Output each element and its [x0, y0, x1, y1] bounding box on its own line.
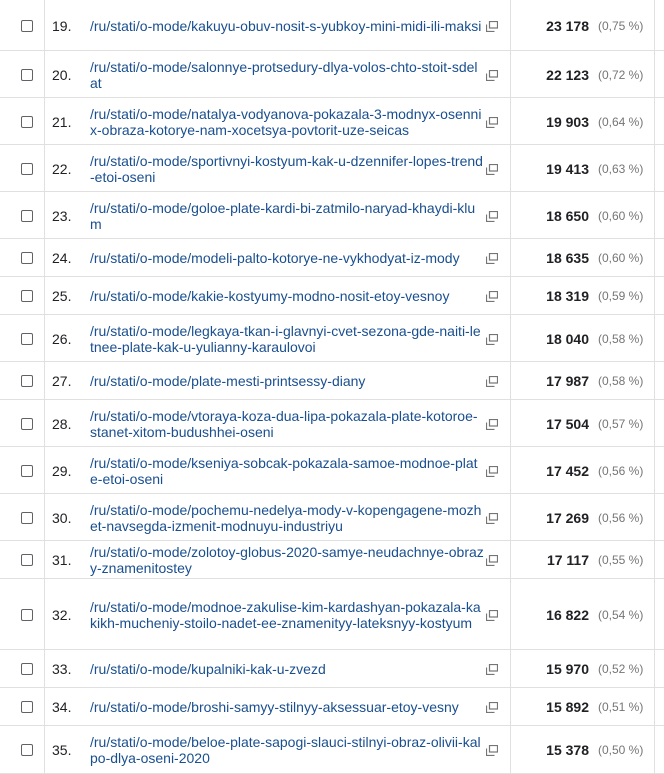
page-url-link[interactable]: /ru/stati/o-mode/plate-mesti-printsessy-diany	[90, 373, 366, 389]
page-url-link[interactable]: /ru/stati/o-mode/kseniya-sobcak-pokazala-samoe-modnoe-plate-etoi-oseni	[90, 455, 478, 487]
open-in-new-window-icon[interactable]	[486, 419, 498, 430]
row-checkbox[interactable]	[21, 744, 33, 756]
pageviews-value: 22 123	[546, 67, 589, 83]
row-checkbox[interactable]	[21, 554, 33, 566]
open-in-new-window-icon[interactable]	[486, 376, 498, 387]
page-url-link[interactable]: /ru/stati/o-mode/salonnye-protsedury-dlya-volos-chto-stoit-sdelat	[90, 59, 478, 91]
row-checkbox[interactable]	[21, 512, 33, 524]
open-in-new-window-icon[interactable]	[486, 555, 498, 566]
table-row	[0, 579, 664, 650]
row-number: 35.	[52, 742, 72, 758]
row-checkbox[interactable]	[21, 333, 33, 345]
open-in-new-window-icon[interactable]	[486, 466, 498, 477]
page-url-link[interactable]: /ru/stati/o-mode/modnoe-zakulise-kim-kardashyan-pokazala-kakikh-mucheniy-stoilo-nadet-ee-znamenityy-lateksnyy-kostyum	[90, 599, 481, 631]
table-row	[0, 650, 664, 688]
pageviews-value: 23 178	[546, 18, 589, 34]
row-number: 22.	[52, 161, 72, 177]
pageviews-percent: (0,75 %)	[598, 19, 644, 33]
open-in-new-window-icon[interactable]	[486, 334, 498, 345]
table-row	[0, 726, 664, 774]
pageviews-value: 18 319	[546, 288, 589, 304]
row-number: 25.	[52, 288, 72, 304]
page-url-link[interactable]: /ru/stati/o-mode/natalya-vodyanova-pokazala-3-modnyx-osennix-obraza-kotorye-nam-xocetsya-povtorit-uze-seicas	[90, 106, 482, 138]
pageviews-percent: (0,63 %)	[598, 162, 644, 176]
pageviews-percent: (0,59 %)	[598, 289, 644, 303]
row-checkbox[interactable]	[21, 609, 33, 621]
open-in-new-window-icon[interactable]	[486, 117, 498, 128]
table-row	[0, 277, 664, 315]
pageviews-percent: (0,55 %)	[598, 553, 644, 567]
open-in-new-window-icon[interactable]	[486, 211, 498, 222]
page-url-link[interactable]: /ru/stati/o-mode/broshi-samyy-stilnyy-aksessuar-etoy-vesny	[90, 699, 459, 715]
pageviews-percent: (0,54 %)	[598, 608, 644, 622]
row-checkbox[interactable]	[21, 252, 33, 264]
row-checkbox[interactable]	[21, 116, 33, 128]
table-row	[0, 51, 664, 98]
table-row	[0, 315, 664, 362]
page-url-link[interactable]: /ru/stati/o-mode/sportivnyi-kostyum-kak-u-dzennifer-lopes-trend-etoi-oseni	[90, 153, 483, 185]
open-in-new-window-icon[interactable]	[486, 702, 498, 713]
row-checkbox[interactable]	[21, 701, 33, 713]
row-number: 21.	[52, 114, 72, 130]
pageviews-percent: (0,72 %)	[598, 68, 644, 82]
row-number: 28.	[52, 416, 72, 432]
pageviews-percent: (0,50 %)	[598, 743, 644, 757]
row-checkbox[interactable]	[21, 290, 33, 302]
page-url-link[interactable]: /ru/stati/o-mode/beloe-plate-sapogi-slauci-stilnyi-obraz-olivii-kalpo-dlya-oseni-2020	[90, 734, 481, 766]
page-url-link[interactable]: /ru/stati/o-mode/modeli-palto-kotorye-ne-vykhodyat-iz-mody	[90, 250, 460, 266]
row-number: 34.	[52, 699, 72, 715]
row-number: 20.	[52, 67, 72, 83]
open-in-new-window-icon[interactable]	[486, 253, 498, 264]
table-row	[0, 494, 664, 541]
pageviews-value: 18 040	[546, 331, 589, 347]
pageviews-percent: (0,56 %)	[598, 511, 644, 525]
page-url-link[interactable]: /ru/stati/o-mode/vtoraya-koza-dua-lipa-pokazala-plate-kotoroe-stanet-xitom-budushhei-oseni	[90, 408, 478, 440]
pageviews-percent: (0,60 %)	[598, 209, 644, 223]
row-number: 29.	[52, 463, 72, 479]
row-number: 24.	[52, 250, 72, 266]
open-in-new-window-icon[interactable]	[486, 21, 498, 32]
table-row	[0, 239, 664, 277]
pageviews-percent: (0,64 %)	[598, 115, 644, 129]
pageviews-value: 15 970	[546, 661, 589, 677]
pageviews-value: 17 452	[546, 463, 589, 479]
open-in-new-window-icon[interactable]	[486, 164, 498, 175]
pageviews-percent: (0,58 %)	[598, 374, 644, 388]
row-number: 33.	[52, 661, 72, 677]
page-url-link[interactable]: /ru/stati/o-mode/kupalniki-kak-u-zvezd	[90, 661, 326, 677]
pageviews-percent: (0,60 %)	[598, 251, 644, 265]
page-url-link[interactable]: /ru/stati/o-mode/legkaya-tkan-i-glavnyi-cvet-sezona-gde-naiti-letnee-plate-kak-u-yulianny-karaulovoi	[90, 323, 481, 355]
pageviews-percent: (0,57 %)	[598, 417, 644, 431]
page-url-link[interactable]: /ru/stati/o-mode/zolotoy-globus-2020-samye-neudachnye-obrazy-znamenitostey	[90, 544, 484, 576]
table-row	[0, 98, 664, 145]
row-number: 19.	[52, 18, 72, 34]
pageviews-value: 17 504	[546, 416, 589, 432]
row-checkbox[interactable]	[21, 663, 33, 675]
page-url-link[interactable]: /ru/stati/o-mode/kakie-kostyumy-modno-nosit-etoy-vesnoy	[90, 288, 450, 304]
row-checkbox[interactable]	[21, 163, 33, 175]
open-in-new-window-icon[interactable]	[486, 610, 498, 621]
table-row	[0, 362, 664, 400]
pageviews-percent: (0,51 %)	[598, 700, 644, 714]
table-row	[0, 688, 664, 726]
row-number: 23.	[52, 208, 72, 224]
table-row	[0, 447, 664, 494]
row-number: 30.	[52, 510, 72, 526]
pageviews-percent: (0,58 %)	[598, 332, 644, 346]
pageviews-value: 19 413	[546, 161, 589, 177]
page-url-link[interactable]: /ru/stati/o-mode/pochemu-nedelya-mody-v-kopengagene-mozhet-navsegda-izmenit-modnuyu-industriyu	[90, 502, 482, 534]
open-in-new-window-icon[interactable]	[486, 70, 498, 81]
open-in-new-window-icon[interactable]	[486, 513, 498, 524]
table-row	[0, 400, 664, 447]
pageviews-value: 18 635	[546, 250, 589, 266]
pageviews-value: 18 650	[546, 208, 589, 224]
table-row	[0, 145, 664, 192]
pageviews-value: 15 378	[546, 742, 589, 758]
pageviews-value: 16 822	[546, 607, 589, 623]
pageviews-value: 15 892	[546, 699, 589, 715]
table-row	[0, 192, 664, 239]
open-in-new-window-icon[interactable]	[486, 291, 498, 302]
row-checkbox[interactable]	[21, 375, 33, 387]
pageviews-value: 17 269	[546, 510, 589, 526]
row-checkbox[interactable]	[21, 20, 33, 32]
pageviews-value: 17 987	[546, 373, 589, 389]
row-checkbox[interactable]	[21, 69, 33, 81]
pageviews-percent: (0,52 %)	[598, 662, 644, 676]
row-number: 32.	[52, 607, 72, 623]
row-number: 27.	[52, 373, 72, 389]
pageviews-value: 19 903	[546, 114, 589, 130]
page-url-link[interactable]: /ru/stati/o-mode/goloe-plate-kardi-bi-zatmilo-naryad-khaydi-klum	[90, 200, 476, 232]
row-checkbox[interactable]	[21, 418, 33, 430]
row-checkbox[interactable]	[21, 210, 33, 222]
page-url-link[interactable]: /ru/stati/o-mode/kakuyu-obuv-nosit-s-yubkoy-mini-midi-ili-maksi	[90, 18, 482, 34]
open-in-new-window-icon[interactable]	[486, 745, 498, 756]
open-in-new-window-icon[interactable]	[486, 664, 498, 675]
table-row	[0, 541, 664, 579]
pageviews-value: 17 117	[546, 552, 589, 568]
pageviews-percent: (0,56 %)	[598, 464, 644, 478]
table-row	[0, 0, 664, 51]
row-number: 26.	[52, 331, 72, 347]
row-checkbox[interactable]	[21, 465, 33, 477]
row-number: 31.	[52, 552, 72, 568]
